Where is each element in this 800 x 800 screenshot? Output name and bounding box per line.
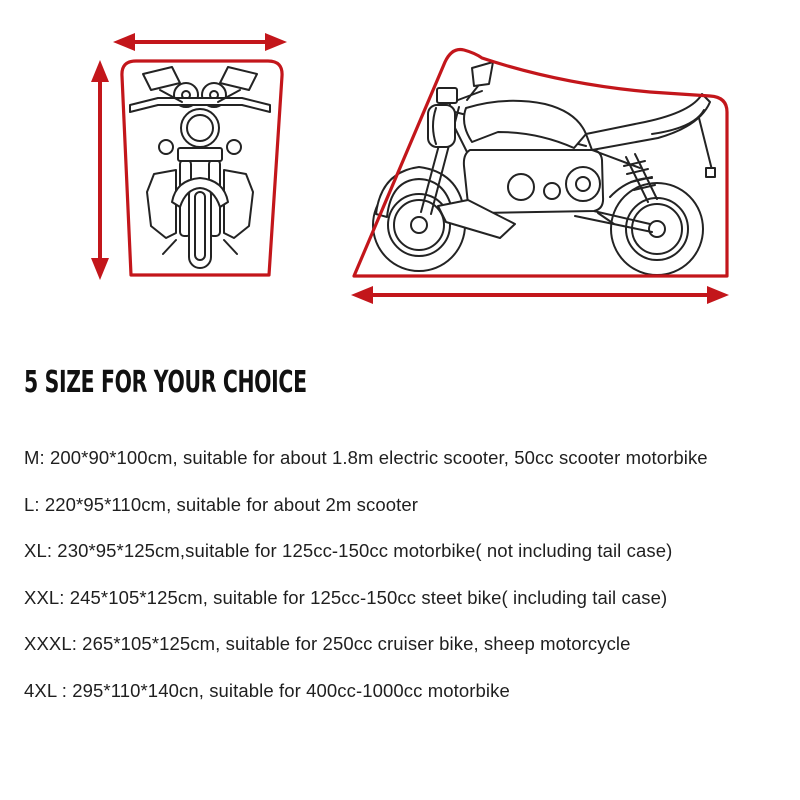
height-arrow [91, 60, 109, 280]
width-arrow [113, 33, 287, 51]
size-item-xl: XL: 230*95*125cm,suitable for 125cc-150cc motorbike( not including tail case) [24, 540, 673, 561]
size-item-l: L: 220*95*110cm, suitable for about 2m scooter [24, 493, 419, 515]
engine [464, 150, 603, 213]
headlight-icon [181, 109, 219, 147]
size-item-xxxl: XXXL: 265*105*125cm, suitable for 250cc cruiser bike, sheep motorcycle [24, 633, 631, 654]
front-view-diagram [91, 33, 287, 280]
page-title: 5 SIZE FOR YOUR CHOICE [24, 365, 307, 400]
motorcycle-front-view-icon [130, 67, 270, 268]
length-arrow [351, 286, 729, 304]
side-view-diagram [351, 50, 729, 305]
front-wheel [189, 184, 211, 268]
size-item-m: M: 200*90*100cm, suitable for about 1.8m electric scooter, 50cc scooter motorbike [24, 447, 708, 468]
size-item-4xl: 4XL : 295*110*140cn, suitable for 400cc-1000cc motorbike [24, 679, 510, 701]
size-list [24, 448, 708, 727]
mirror-side [458, 62, 493, 100]
mirrors [143, 67, 257, 102]
size-item-xxl: XXL: 245*105*125cm, suitable for 125cc-150cc steet bike( including tail case) [24, 586, 668, 608]
size-diagram-svg [0, 0, 800, 360]
headlight-side [428, 88, 457, 147]
